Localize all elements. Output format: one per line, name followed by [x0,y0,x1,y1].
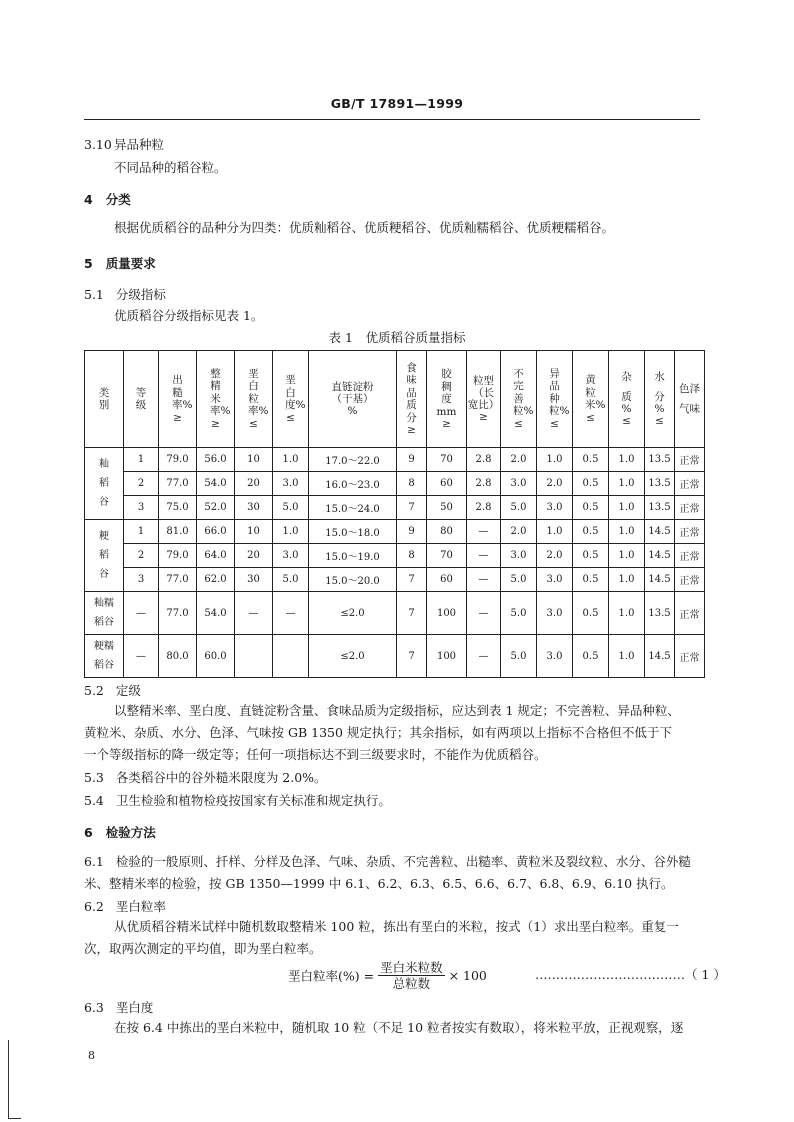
header-grain-shape: 粒型 （长 宽比） ≥ [467,351,501,448]
section-body: 各类稻谷中的谷外糙米限度为 2.0%。 [115,770,327,785]
table-caption: 表 1 优质稻谷质量指标 [328,330,466,345]
formula-number: ………………………………（ 1 ） [535,967,726,982]
formula-multiplier: × 100 [448,968,487,983]
category-japonica: 粳 稻 谷 [85,520,124,592]
cell: 20 [235,544,273,568]
section-number: 5.1 [84,287,104,302]
cell: 14.5 [645,635,675,678]
header-brown-rice-rate: 出糙率%≥ [159,351,197,448]
cell: 15.0～18.0 [309,520,397,544]
formula-fraction [378,960,445,991]
cell: 2.8 [467,448,501,472]
cell: 30 [235,568,273,592]
formula-denominator: 总粒数 [392,976,431,991]
cell: 0.5 [573,472,609,496]
cell: 3.0 [537,592,573,635]
category-indica: 籼 稻 谷 [85,448,124,520]
section-title: 异品种粒 [113,137,164,152]
cell: 100 [427,635,467,678]
paragraph-line: 次，取两次测定的平均值，即为垩白粒率。 [84,941,322,956]
section-4-heading [84,192,131,208]
cell: 5.0 [501,635,537,678]
section-number: 6.2 [84,899,104,914]
cell: 3.0 [501,544,537,568]
cell: 15.0～20.0 [309,568,397,592]
cell: 2.8 [467,472,501,496]
cell: 62.0 [197,568,235,592]
formula-chalky-rate [288,960,487,991]
cell: 1.0 [609,568,645,592]
section-number: 6.3 [84,1000,104,1015]
cell: 1.0 [537,520,573,544]
cell [273,635,309,678]
cell: 14.5 [645,568,675,592]
cell: 1.0 [273,520,309,544]
cell: 7 [397,592,427,635]
cell: 7 [397,568,427,592]
section-5-4 [84,793,391,809]
cell: 正常 [675,520,705,544]
section-5-1-heading [84,287,166,303]
cell: 10 [235,520,273,544]
header-yellow-rice: 黄粒米%≤ [573,351,609,448]
section-number: 5 [84,256,93,271]
cell: 10 [235,448,273,472]
cell: — [235,592,273,635]
paragraph-line: 米、整精米率的检验，按 GB 1350—1999 中 6.1、6.2、6.3、6.5、6.6、6.7、6.8、6.9、6.10 执行。 [84,876,674,891]
cell: 66.0 [197,520,235,544]
header-chalkiness: 垩白度%≤ [273,351,309,448]
cell: — [124,635,159,678]
cell: 2.0 [501,448,537,472]
cell: 56.0 [197,448,235,472]
cell: 16.0～23.0 [309,472,397,496]
cell: 1.0 [609,448,645,472]
table-header-row [85,351,705,448]
cell: 54.0 [197,472,235,496]
cell: 50 [427,496,467,520]
formula-numerator: 垩白米粒数 [380,960,443,975]
paragraph-line: 在按 6.4 中拣出的垩白米粒中，随机取 10 粒（不足 10 粒者按实有数取），将米粒平放，正视观察，逐 [114,1020,684,1035]
cell: 5.0 [501,568,537,592]
cell: 52.0 [197,496,235,520]
cell: 正常 [675,472,705,496]
cell: 80.0 [159,635,197,678]
section-6-2-heading [84,899,166,915]
cell: 15.0～19.0 [309,544,397,568]
cell: 1.0 [537,448,573,472]
cell: 1.0 [609,592,645,635]
section-5-2-body [84,700,704,766]
table-row [85,496,705,520]
cell: 17.0～22.0 [309,448,397,472]
header-taste-quality: 食味品质分≥ [397,351,427,448]
table-row [85,592,705,635]
cell: 77.0 [159,592,197,635]
paragraph-line: 黄粒米、杂质、水分、色泽、气味按 GB 1350 规定执行；其余指标，如有两项以上指标不合格但不低于下 [84,725,672,740]
cell: 0.5 [573,568,609,592]
standard-number-header: GB/T 17891—1999 [330,96,464,111]
formula-lhs: 垩白粒率(%) = [288,968,375,984]
cell: 1.0 [609,472,645,496]
section-title: 质量要求 [105,256,156,271]
header-head-rice-rate: 整精米率%≥ [197,351,235,448]
cell: 0.5 [573,496,609,520]
section-6-3-heading [84,1000,153,1016]
page-number: 8 [88,1049,95,1062]
cell: 14.5 [645,520,675,544]
cell: 20 [235,472,273,496]
cell: — [467,635,501,678]
cell: 1 [124,520,159,544]
cell: 0.5 [573,448,609,472]
cell: 1.0 [609,544,645,568]
section-number: 3.10 [84,137,112,152]
section-4-body: 根据优质稻谷的品种分为四类：优质籼稻谷、优质粳稻谷、优质籼糯稻谷、优质粳糯稻谷。 [114,220,615,235]
cell: 正常 [675,544,705,568]
cell: 60 [427,472,467,496]
section-6-3-body [84,1017,704,1039]
cell: 2.8 [467,496,501,520]
section-6-heading [84,825,156,841]
cell: 2.0 [537,472,573,496]
header-impurity: 杂 质 % ≤ [609,351,645,448]
cell: 1 [124,448,159,472]
section-number: 5.3 [84,770,104,785]
cell: 0.5 [573,635,609,678]
cell: 13.5 [645,448,675,472]
cell: 1.0 [609,635,645,678]
section-number: 6.1 [84,854,104,869]
section-number: 4 [84,192,93,207]
cell: 60.0 [197,635,235,678]
paragraph-line: 以整精米率、垩白度、直链淀粉含量、食味品质为定级指标，应达到表 1 规定；不完善粒、异品种粒、 [114,703,680,718]
cell: — [467,592,501,635]
cell: — [467,544,501,568]
cell: 13.5 [645,472,675,496]
cell: 77.0 [159,472,197,496]
cell: 8 [397,472,427,496]
cell: 54.0 [197,592,235,635]
cell: 7 [397,635,427,678]
header-chalky-grain-rate: 垩白粒率%≤ [235,351,273,448]
cell: 79.0 [159,448,197,472]
header-imperfect-grain: 不完善粒%≤ [501,351,537,448]
cell: 2.0 [537,544,573,568]
cell: 60 [427,568,467,592]
table-row [85,520,705,544]
cell: 0.5 [573,544,609,568]
header-gel-consistency: 胶稠度 mm ≥ [427,351,467,448]
cell: 2 [124,472,159,496]
cell: 15.0～24.0 [309,496,397,520]
cell: 77.0 [159,568,197,592]
cell: 100 [427,592,467,635]
cell: 正常 [675,448,705,472]
cell: 2.0 [501,520,537,544]
section-5-2-heading [84,683,141,699]
table-row [85,472,705,496]
cell: 75.0 [159,496,197,520]
cell: 1.0 [609,520,645,544]
cell: 1.0 [609,496,645,520]
cell: 正常 [675,568,705,592]
cell: 3.0 [501,472,537,496]
section-3-10-heading [84,137,164,153]
cell: 9 [397,448,427,472]
section-title: 定级 [115,683,141,698]
header-foreign-variety: 异品种粒%≤ [537,351,573,448]
cell: 3.0 [537,496,573,520]
cell: 14.5 [645,544,675,568]
section-number: 5.2 [84,683,104,698]
header-rule [84,119,700,120]
cell: 30 [235,496,273,520]
cell: ≤2.0 [309,635,397,678]
scan-corner-mark [8,1040,21,1119]
cell: 3.0 [273,544,309,568]
table-row [85,544,705,568]
cell: 7 [397,496,427,520]
cell: 64.0 [197,544,235,568]
cell: 3.0 [273,472,309,496]
cell: — [467,520,501,544]
section-title: 检验方法 [105,825,156,840]
header-grade: 等级 [124,351,159,448]
cell: ≤2.0 [309,592,397,635]
category-japonica-glutinous: 粳糯 稻谷 [85,635,124,678]
section-5-3 [84,770,327,786]
cell: 2 [124,544,159,568]
cell: 5.0 [501,496,537,520]
cell: 正常 [675,635,705,678]
cell: 81.0 [159,520,197,544]
cell: 3.0 [537,635,573,678]
cell: 1.0 [273,448,309,472]
cell: 70 [427,544,467,568]
header-amylose: 直链淀粉 （干基） % [309,351,397,448]
cell: 13.5 [645,592,675,635]
cell: 正常 [675,496,705,520]
section-3-10-body: 不同品种的稻谷粒。 [114,160,227,175]
table-row [85,568,705,592]
header-moisture: 水 分 % ≤ [645,351,675,448]
section-title: 分类 [105,192,131,207]
header-category: 类别 [85,351,124,448]
section-6-1 [84,851,704,895]
cell: 8 [397,544,427,568]
table-row [85,448,705,472]
paragraph-line: 从优质稻谷精米试样中随机数取整精米 100 粒，拣出有垩白的米粒，按式（1）求出垩白粒率。重复一 [114,919,679,934]
cell: 9 [397,520,427,544]
section-5-1-body: 优质稻谷分级指标见表 1。 [114,308,264,323]
cell: 5.0 [273,568,309,592]
cell: 70 [427,448,467,472]
cell: — [273,592,309,635]
cell [235,635,273,678]
quality-index-table [84,350,705,678]
section-5-heading [84,256,156,272]
section-title: 垩白粒率 [115,899,166,914]
section-6-2-body [84,916,704,960]
section-number: 6 [84,825,93,840]
header-color-odor: 色泽 气味 [675,351,705,448]
cell: 正常 [675,592,705,635]
cell: 80 [427,520,467,544]
section-body: 卫生检验和植物检疫按国家有关标准和规定执行。 [115,793,391,808]
section-title: 垩白度 [115,1000,154,1015]
cell: 3.0 [537,568,573,592]
section-title: 分级指标 [115,287,166,302]
cell: 3 [124,496,159,520]
cell: 3 [124,568,159,592]
cell: — [124,592,159,635]
cell: 79.0 [159,544,197,568]
cell: 0.5 [573,592,609,635]
cell: 0.5 [573,520,609,544]
paragraph-line: 6.1 检验的一般原则、扦样、分样及色泽、气味、杂质、不完善粒、出糙率、黄粒米及裂纹粒、水分、谷外糙 [84,854,691,869]
cell: — [467,568,501,592]
section-number: 5.4 [84,793,104,808]
table-row [85,635,705,678]
cell: 5.0 [501,592,537,635]
category-indica-glutinous: 籼糯 稻谷 [85,592,124,635]
paragraph-line: 一个等级指标的降一级定等；任何一项指标达不到三级要求时，不能作为优质稻谷。 [84,747,547,762]
cell: 13.5 [645,496,675,520]
cell: 5.0 [273,496,309,520]
